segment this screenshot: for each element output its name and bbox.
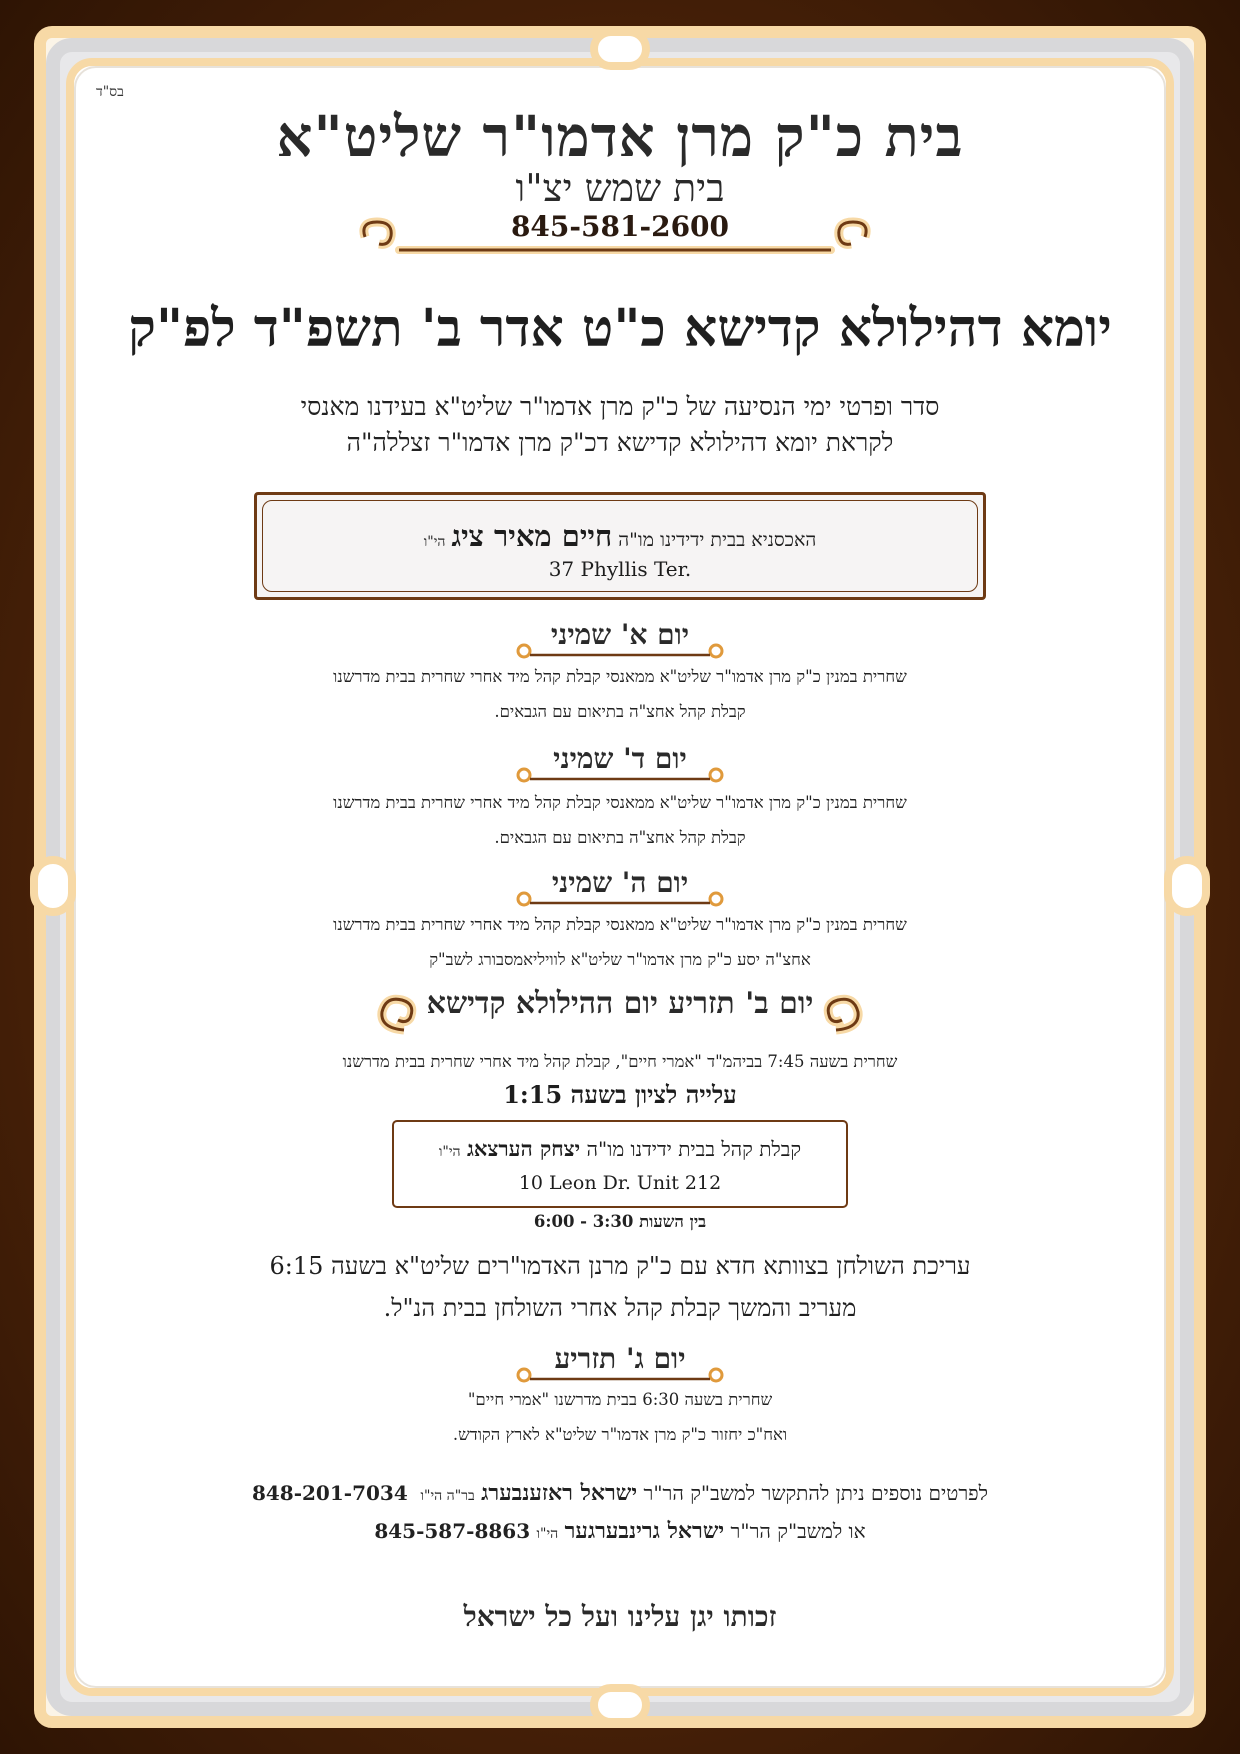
reception-prefix: קבלת קהל בבית ידידנו מו"ה: [586, 1137, 802, 1161]
header-subtitle: בית שמש יצ"ו: [515, 166, 725, 210]
reception-hours: בין השעות 3:30 - 6:00: [533, 1212, 707, 1231]
last-day-ornament: [516, 1366, 724, 1384]
right-scroll-ornament: [1164, 856, 1210, 916]
lodging-box: [254, 492, 986, 600]
day-2-title: יום ד' שמיני: [553, 742, 687, 775]
day-3-line-1: שחרית במנין כ"ק מרן אדמו"ר שליט"א ממאנסי קבלת קהל מיד אחרי שחרית בבית מדרשנו: [333, 915, 907, 934]
day-2-line-2: קבלת קהל אחצ"ה בתיאום עם הגבאים.: [494, 828, 746, 847]
day-1-line-2: קבלת קהל אחצ"ה בתיאום עם הגבאים.: [494, 702, 746, 721]
day-3-line-2: אחצ"ה יסע כ"ק מרן אדמו"ר שליט"א לוויליאמסבורג לשב"ק: [429, 950, 811, 969]
reception-box: [392, 1120, 848, 1208]
day-2-ornament: [516, 766, 724, 784]
lodging-address: 37 Phyllis Ter.: [548, 557, 692, 581]
tish-line-1: עריכת השולחן בצוותא חדא עם כ"ק מרנן האדמו"רים שליט"א בשעה 6:15: [269, 1252, 971, 1280]
day-1-title: יום א' שמיני: [550, 618, 690, 651]
contact-1-suffix: בר"ה הי"ו: [420, 1488, 475, 1504]
last-day-line-2: ואח"כ יחזור כ"ק מרן אדמו"ר שליט"א לארץ הקודש.: [452, 1425, 788, 1444]
day-1-ornament: [516, 642, 724, 660]
bsd-mark: בס"ד: [96, 84, 124, 100]
reception-host-line: [394, 1136, 846, 1162]
left-scroll-ornament: [30, 856, 76, 916]
contact-2-phone: 845-587-8863: [374, 1519, 531, 1543]
lodging-suffix: הי"ו: [423, 534, 446, 550]
day-1-line-1: שחרית במנין כ"ק מרן אדמו"ר שליט"א ממאנסי קבלת קהל מיד אחרי שחרית בבית מדרשנו: [333, 667, 907, 686]
intro-line-1: סדר ופרטי ימי הנסיעה של כ"ק מרן אדמו"ר שליט"א בעידנו מאנסי: [300, 392, 940, 421]
reception-suffix: הי"ו: [438, 1144, 461, 1160]
tish-line-2: מעריב והמשך קבלת קהל אחרי השולחן בבית הנ"ל.: [383, 1294, 857, 1322]
announcement: [80, 70, 1160, 1680]
reception-address: 10 Leon Dr. Unit 212: [518, 1172, 722, 1194]
yahrzeit-day-line-1: שחרית בשעה 7:45 בביהמ"ד "אמרי חיים", קבלת קהל מיד אחרי שחרית בבית מדרשנו: [342, 1052, 898, 1071]
day-3-ornament: [516, 890, 724, 908]
lodging-host-name: חיים מאיר ציג: [451, 519, 613, 553]
yahrzeit-day-line-2: עלייה לציון בשעה 1:15: [503, 1080, 737, 1109]
contact-2-prefix: או למשב"ק הר"ר: [730, 1519, 866, 1543]
top-scroll-ornament: [590, 28, 650, 70]
header-title: בית כ"ק מרן אדמו"ר שליט"א: [276, 104, 964, 170]
last-day-line-1: שחרית בשעה 6:30 בבית מדרשנו "אמרי חיים": [467, 1390, 773, 1409]
closing-blessing: זכותו יגן עלינו ועל כל ישראל: [463, 1600, 777, 1633]
contact-line-2: [80, 1518, 1160, 1544]
day-3-title: יום ה' שמיני: [551, 866, 689, 899]
contact-1-prefix: לפרטים נוספים ניתן להתקשר למשב"ק הר"ר: [643, 1481, 989, 1505]
contact-2-suffix: הי"ו: [536, 1526, 559, 1542]
day-2-line-1: שחרית במנין כ"ק מרן אדמו"ר שליט"א ממאנסי קבלת קהל מיד אחרי שחרית בבית מדרשנו: [333, 793, 907, 812]
yahrzeit-day-title: יום ב' תזריע יום ההילולא קדישא: [426, 986, 814, 1021]
last-day-title: יום ג' תזריע: [554, 1342, 686, 1375]
lodging-host-line: [257, 519, 983, 554]
event-title: יומא דהילולא קדישא כ"ט אדר ב' תשפ"ד לפ"ק: [128, 298, 1112, 359]
reception-host-name: יצחק הערצאג: [466, 1136, 581, 1161]
contact-1-name: ישראל ראזענבערג: [481, 1480, 638, 1506]
contact-line-1: [80, 1480, 1160, 1506]
contact-2-name: ישראל גרינבערגער: [564, 1518, 725, 1544]
intro-line-2: לקראת יומא דהילולא קדישא דכ"ק מרן אדמו"ר זצללה"ה: [346, 428, 894, 457]
header-phone: 845-581-2600: [510, 210, 730, 243]
lodging-prefix: האכסניא בבית ידידינו מו"ה: [618, 529, 817, 551]
bottom-scroll-ornament: [590, 1684, 650, 1726]
contact-1-phone: 848-201-7034: [251, 1481, 408, 1505]
